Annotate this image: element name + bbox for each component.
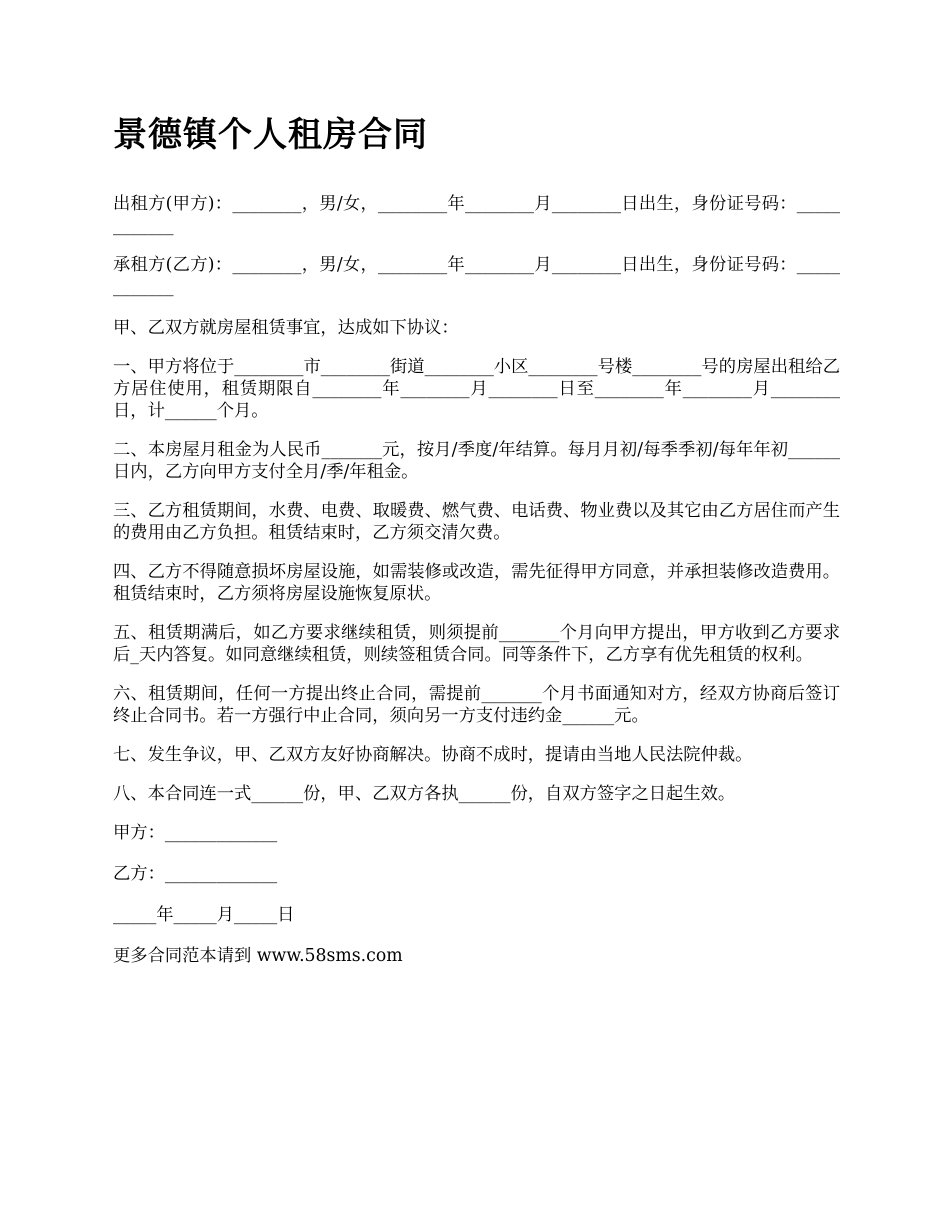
party-a-signature: 甲方：_____________ xyxy=(113,823,278,843)
clause-3: 三、乙方租赁期间，水费、电费、取暖费、燃气费、电话费、物业费以及其它由乙方居住而产生的费用由乙方负担。租赁结束时，乙方须交清欠费。 xyxy=(113,501,840,543)
clause-5: 五、租赁期满后，如乙方要求继续租赁，则须提前_______个月向甲方提出，甲方收到乙方要求后_天内答复。如同意继续租赁，则续签租赁合同。同等条件下，乙方享有优先租赁的权利。 xyxy=(113,623,840,665)
lessee-info: 承租方(乙方)：________，男/女，________年________月________日出生，身份证号码：____________ xyxy=(113,255,840,297)
clause-7: 七、发生争议，甲、乙双方友好协商解决。协商不成时，提请由当地人民法院仲裁。 xyxy=(113,745,753,765)
footer-note: 更多合同范本请到 www.58sms.com xyxy=(113,946,403,966)
clause-2: 二、本房屋月租金为人民币_______元，按月/季度/年结算。每月月初/每季季初/每年年初______日内，乙方向甲方支付全月/季/年租金。 xyxy=(113,440,840,482)
agreement-intro: 甲、乙双方就房屋租赁事宜，达成如下协议： xyxy=(113,318,459,338)
party-b-signature: 乙方：_____________ xyxy=(113,864,278,884)
clause-4: 四、乙方不得随意损坏房屋设施，如需装修或改造，需先征得甲方同意，并承担装修改造费用。租赁结束时，乙方须将房屋设施恢复原状。 xyxy=(113,562,840,604)
clause-1: 一、甲方将位于________市________街道________小区________号楼________号的房屋出租给乙方居住使用，租赁期限自________年________月________日至________年________月________日，计______个月。 xyxy=(113,357,840,421)
contract-page xyxy=(113,110,840,986)
lessor-info: 出租方(甲方)：________，男/女，________年________月________日出生，身份证号码：____________ xyxy=(113,194,840,236)
signature-date: _____年_____月_____日 xyxy=(113,905,295,925)
clause-8: 八、本合同连一式______份，甲、乙双方各执______份，自双方签字之日起生效。 xyxy=(113,784,736,804)
clause-6: 六、租赁期间，任何一方提出终止合同，需提前_______个月书面通知对方，经双方协商后签订终止合同书。若一方强行中止合同，须向另一方支付违约金______元。 xyxy=(113,684,840,726)
contract-title: 景德镇个人租房合同 xyxy=(113,115,428,155)
